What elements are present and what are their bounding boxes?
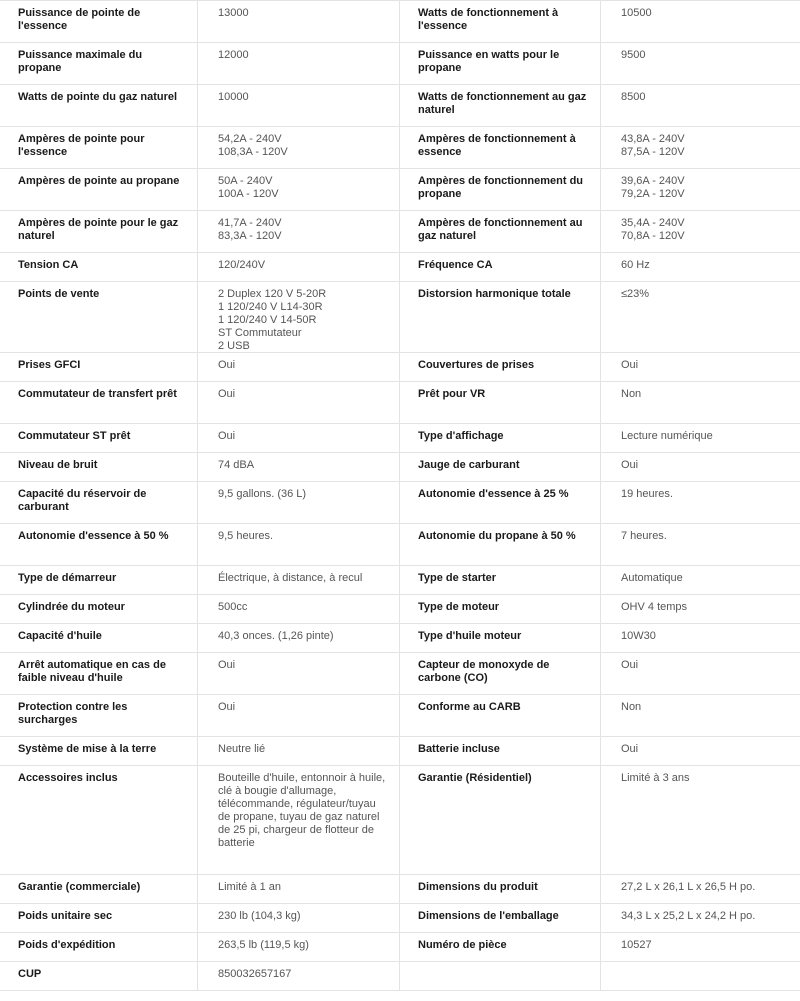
spec-label: Accessoires inclus [0, 766, 198, 875]
spec-value: ≤23% [601, 282, 800, 353]
spec-label: Protection contre les surcharges [0, 695, 198, 737]
spec-label: Poids d'expédition [0, 933, 198, 962]
spec-label: Poids unitaire sec [0, 904, 198, 933]
spec-value: 27,2 L x 26,1 L x 26,5 H po. [601, 875, 800, 904]
spec-label: Garantie (commerciale) [0, 875, 198, 904]
spec-value: 12000 [198, 43, 400, 85]
spec-label: Batterie incluse [400, 737, 601, 766]
spec-value: 54,2A - 240V 108,3A - 120V [198, 127, 400, 169]
spec-label: Type d'affichage [400, 424, 601, 453]
spec-value: 500cc [198, 595, 400, 624]
spec-value: Oui [198, 653, 400, 695]
spec-value: OHV 4 temps [601, 595, 800, 624]
spec-label: Type d'huile moteur [400, 624, 601, 653]
spec-label: Cylindrée du moteur [0, 595, 198, 624]
spec-value: 10500 [601, 1, 800, 43]
spec-value: 60 Hz [601, 253, 800, 282]
spec-label: Ampères de pointe pour l'essence [0, 127, 198, 169]
spec-value [601, 962, 800, 991]
spec-label: Watts de fonctionnement à l'essence [400, 1, 601, 43]
spec-label: Ampères de pointe pour le gaz naturel [0, 211, 198, 253]
spec-value: 41,7A - 240V 83,3A - 120V [198, 211, 400, 253]
spec-label: Numéro de pièce [400, 933, 601, 962]
spec-value: 120/240V [198, 253, 400, 282]
spec-label: Capteur de monoxyde de carbone (CO) [400, 653, 601, 695]
spec-label: Distorsion harmonique totale [400, 282, 601, 353]
spec-label: Commutateur ST prêt [0, 424, 198, 453]
spec-value: Oui [198, 424, 400, 453]
spec-value: Oui [601, 653, 800, 695]
spec-label: Fréquence CA [400, 253, 601, 282]
spec-value: Neutre lié [198, 737, 400, 766]
spec-label: Dimensions de l'emballage [400, 904, 601, 933]
spec-value: 9,5 gallons. (36 L) [198, 482, 400, 524]
spec-value: Oui [601, 737, 800, 766]
spec-value: Oui [601, 353, 800, 382]
spec-value: Limité à 3 ans [601, 766, 800, 875]
spec-label: Autonomie d'essence à 25 % [400, 482, 601, 524]
spec-value: Non [601, 695, 800, 737]
spec-label: Couvertures de prises [400, 353, 601, 382]
spec-label: Puissance de pointe de l'essence [0, 1, 198, 43]
spec-label: Système de mise à la terre [0, 737, 198, 766]
spec-label: Watts de pointe du gaz naturel [0, 85, 198, 127]
spec-value: 39,6A - 240V 79,2A - 120V [601, 169, 800, 211]
spec-value: 8500 [601, 85, 800, 127]
spec-label: Ampères de fonctionnement du propane [400, 169, 601, 211]
spec-value: 40,3 onces. (1,26 pinte) [198, 624, 400, 653]
spec-value: Bouteille d'huile, entonnoir à huile, clé à bougie d'allumage, télécommande, régulateur/tuyau de propane, tuyau de gaz naturel de 25 pi, chargeur de flotteur de batterie [198, 766, 400, 875]
spec-label: Prises GFCI [0, 353, 198, 382]
spec-label: Dimensions du produit [400, 875, 601, 904]
spec-label: Puissance maximale du propane [0, 43, 198, 85]
spec-label: Prêt pour VR [400, 382, 601, 424]
spec-label: Arrêt automatique en cas de faible niveau d'huile [0, 653, 198, 695]
spec-value: 10W30 [601, 624, 800, 653]
spec-label: Watts de fonctionnement au gaz naturel [400, 85, 601, 127]
spec-value: 850032657167 [198, 962, 400, 991]
spec-value: Électrique, à distance, à recul [198, 566, 400, 595]
spec-label: Commutateur de transfert prêt [0, 382, 198, 424]
spec-value: 13000 [198, 1, 400, 43]
spec-value: 9500 [601, 43, 800, 85]
spec-label: Autonomie du propane à 50 % [400, 524, 601, 566]
spec-value: 263,5 lb (119,5 kg) [198, 933, 400, 962]
spec-value: 74 dBA [198, 453, 400, 482]
spec-value: 230 lb (104,3 kg) [198, 904, 400, 933]
spec-label: Ampères de fonctionnement à essence [400, 127, 601, 169]
spec-value: Non [601, 382, 800, 424]
spec-value: 10000 [198, 85, 400, 127]
spec-value: 10527 [601, 933, 800, 962]
spec-label: Tension CA [0, 253, 198, 282]
spec-value: 19 heures. [601, 482, 800, 524]
spec-value: Automatique [601, 566, 800, 595]
spec-value: Oui [601, 453, 800, 482]
spec-value: Limité à 1 an [198, 875, 400, 904]
spec-value: Oui [198, 353, 400, 382]
spec-label: Points de vente [0, 282, 198, 353]
spec-value: Lecture numérique [601, 424, 800, 453]
spec-label: Niveau de bruit [0, 453, 198, 482]
spec-label: Type de starter [400, 566, 601, 595]
spec-label: Puissance en watts pour le propane [400, 43, 601, 85]
spec-label: Jauge de carburant [400, 453, 601, 482]
spec-label: Capacité d'huile [0, 624, 198, 653]
spec-label: Garantie (Résidentiel) [400, 766, 601, 875]
spec-label: Capacité du réservoir de carburant [0, 482, 198, 524]
spec-value: 43,8A - 240V 87,5A - 120V [601, 127, 800, 169]
spec-value: Oui [198, 382, 400, 424]
spec-label: Autonomie d'essence à 50 % [0, 524, 198, 566]
spec-label: Conforme au CARB [400, 695, 601, 737]
spec-value: 9,5 heures. [198, 524, 400, 566]
spec-value: Oui [198, 695, 400, 737]
spec-label: CUP [0, 962, 198, 991]
spec-value: 50A - 240V 100A - 120V [198, 169, 400, 211]
spec-label: Type de démarreur [0, 566, 198, 595]
spec-label: Type de moteur [400, 595, 601, 624]
spec-label [400, 962, 601, 991]
spec-label: Ampères de fonctionnement au gaz naturel [400, 211, 601, 253]
spec-value: 7 heures. [601, 524, 800, 566]
spec-value: 35,4A - 240V 70,8A - 120V [601, 211, 800, 253]
spec-value: 2 Duplex 120 V 5-20R 1 120/240 V L14-30R 1 120/240 V 14-50R ST Commutateur 2 USB [198, 282, 400, 353]
spec-value: 34,3 L x 25,2 L x 24,2 H po. [601, 904, 800, 933]
spec-label: Ampères de pointe au propane [0, 169, 198, 211]
